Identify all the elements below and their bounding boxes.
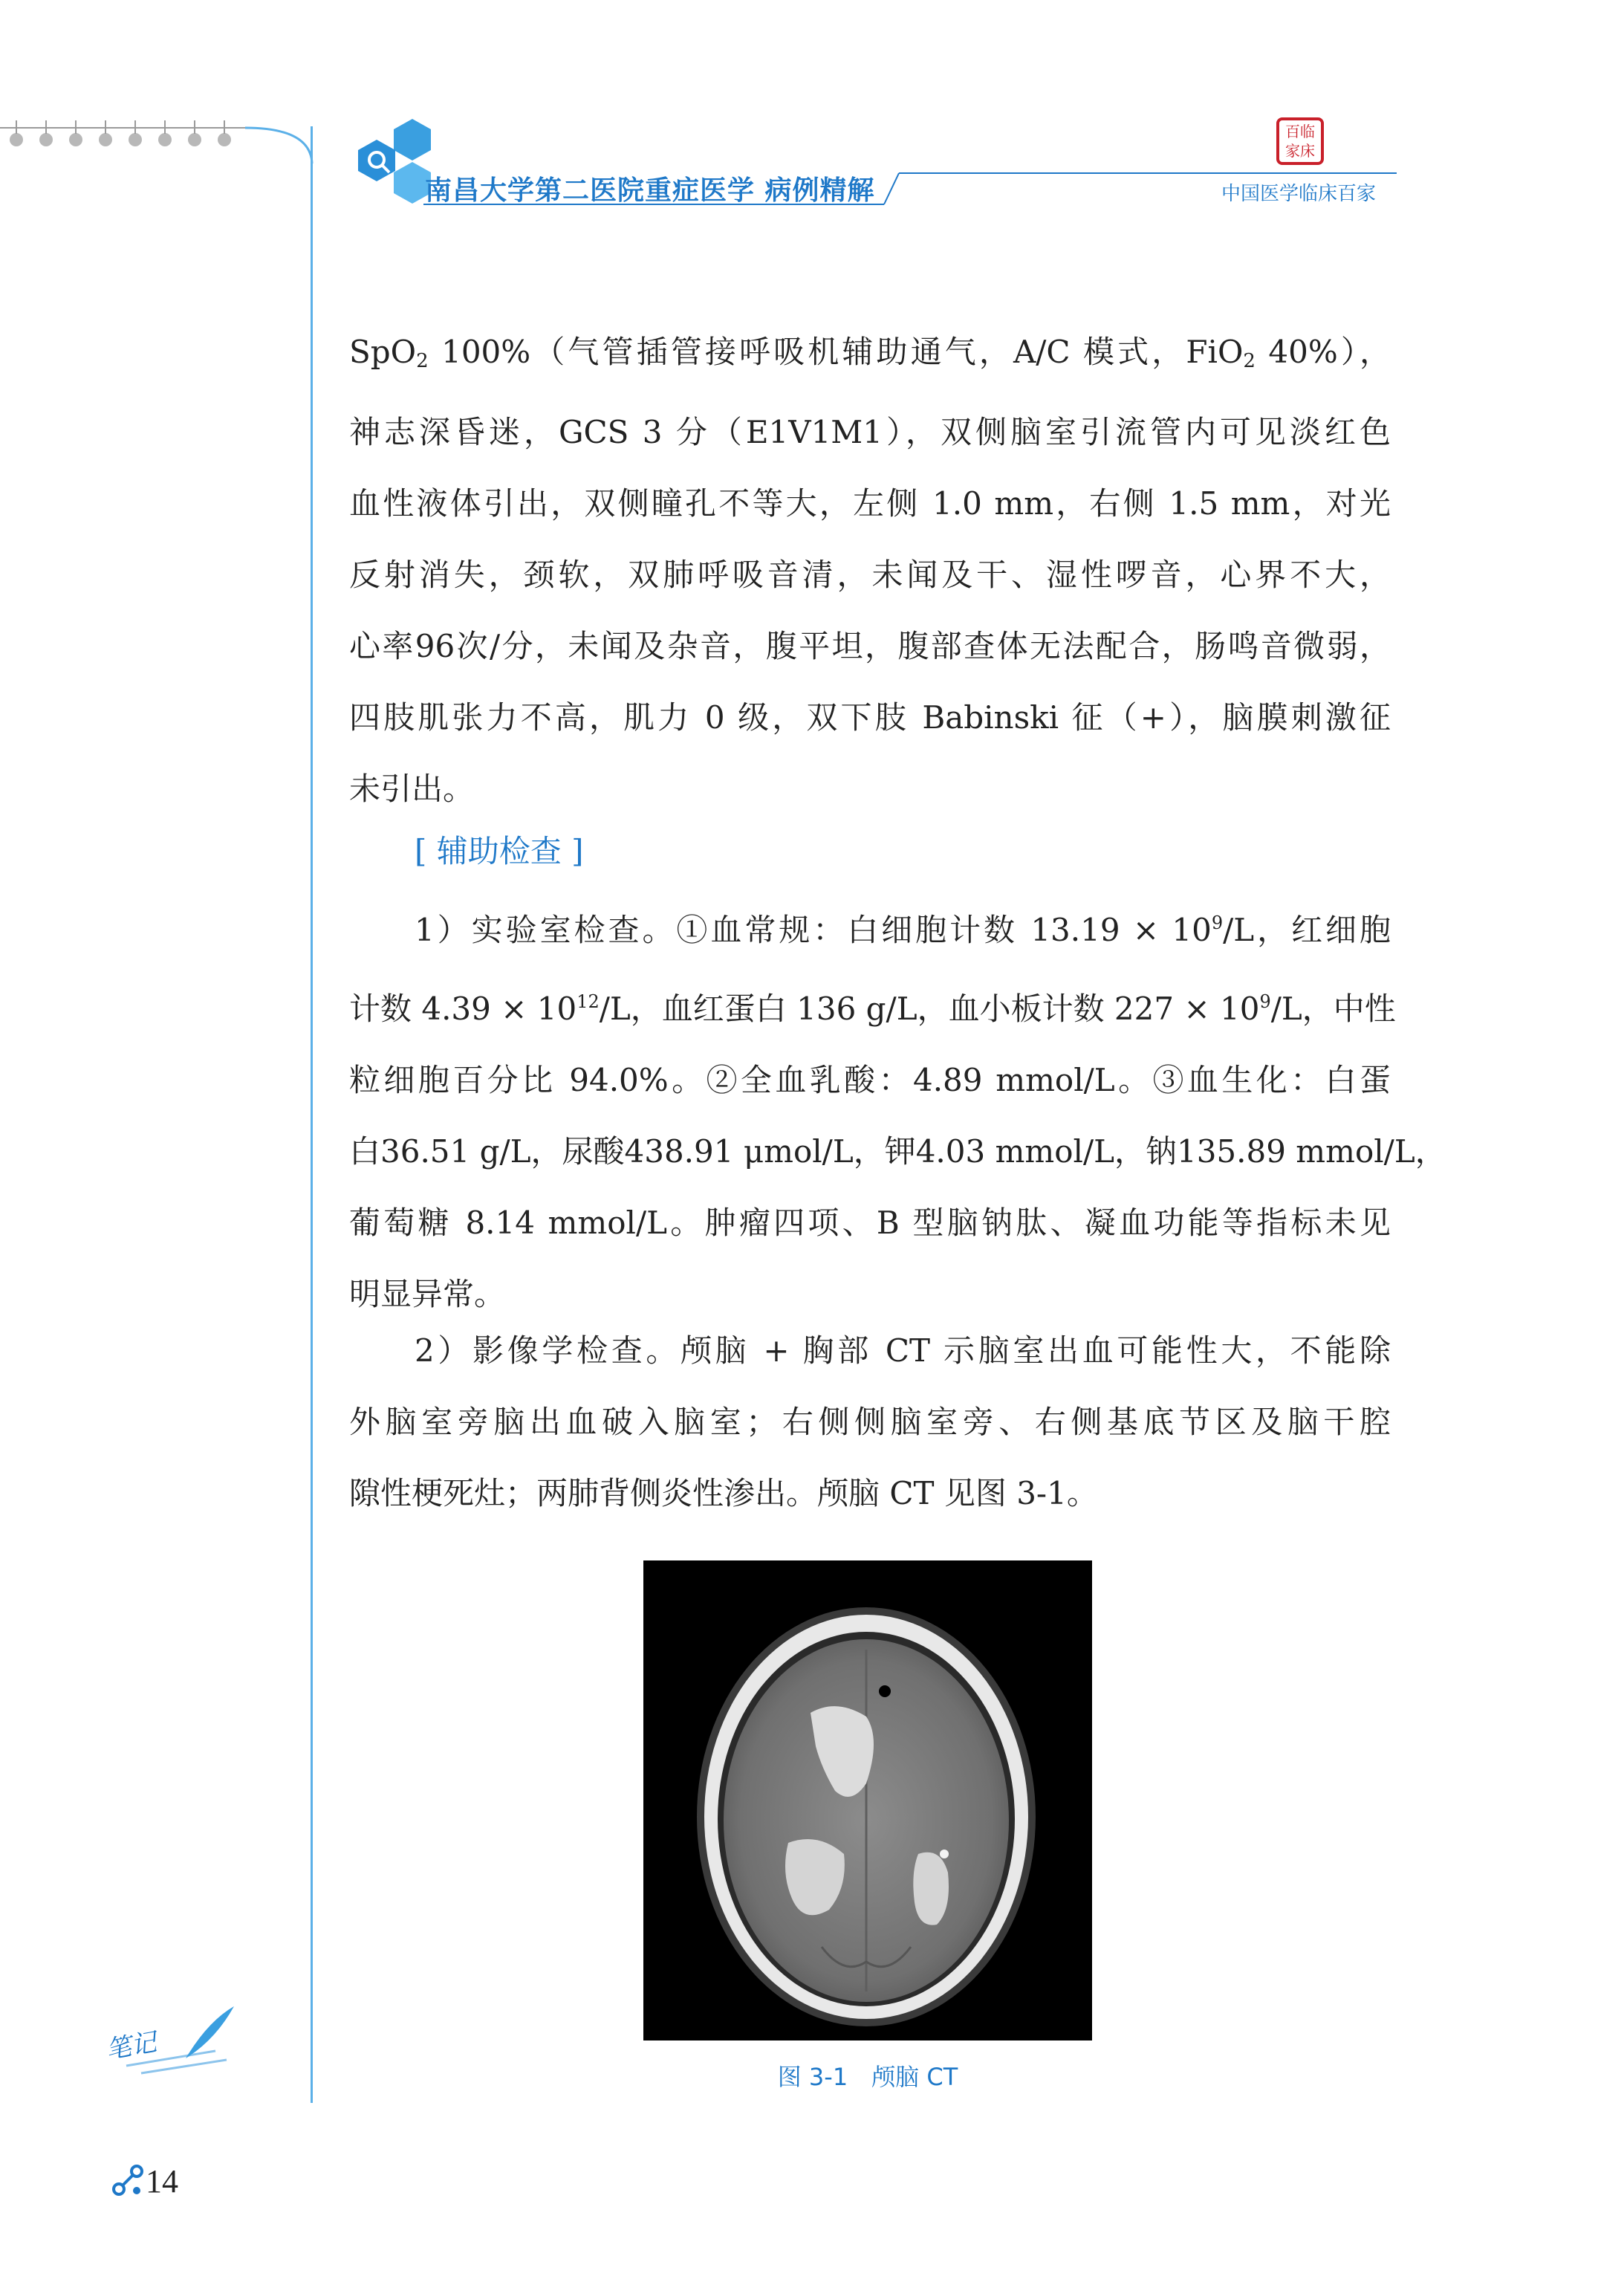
text-line: 外脑室旁脑出血破入脑室；右侧侧脑室旁、右侧基底节区及脑干腔 bbox=[349, 1404, 1391, 1440]
publisher-seal bbox=[1276, 117, 1324, 165]
text-line: SpO$_2$ 100%（气管插管接呼吸机辅助通气，A/C 模式，FiO$_2$ 40%）， bbox=[349, 334, 1391, 372]
text-line: 葡萄糖 8.14 mmol/L。肿瘤四项、B 型脑钠肽、凝血功能等指标未见 bbox=[349, 1205, 1391, 1241]
seal-line-2: 家床 bbox=[1285, 142, 1315, 160]
header-title: 南昌大学第二医院重症医学 病例精解 bbox=[425, 175, 875, 206]
margin-rule bbox=[311, 126, 313, 2103]
text-line: 反射消失，颈软，双肺呼吸音清，未闻及干、湿性啰音，心界不大， bbox=[349, 557, 1391, 593]
molecule-icon bbox=[111, 2162, 146, 2200]
magnifier-icon bbox=[364, 147, 394, 177]
text-line: 四肢肌张力不高，肌力 0 级，双下肢 Babinski 征（+），脑膜刺激征 bbox=[349, 699, 1391, 736]
text-line: 心率96次/分，未闻及杂音，腹平坦，腹部查体无法配合，肠鸣音微弱， bbox=[349, 628, 1391, 664]
text-line: 2）影像学检查。颅脑 + 胸部 CT 示脑室出血可能性大，不能除 bbox=[415, 1332, 1391, 1369]
text-line: 1）实验室检查。①血常规：白细胞计数 $13.19 \times 10^9/L$，红细胞 bbox=[415, 912, 1391, 948]
seal-line-1: 百临 bbox=[1285, 123, 1315, 140]
text-line: 隙性梗死灶；两肺背侧炎性渗出。颅脑 CT 见图 3-1。 bbox=[349, 1475, 1098, 1511]
binder-holes-decoration bbox=[0, 111, 253, 156]
text-line: 神志深昏迷，GCS 3 分（E1V1M1），双侧脑室引流管内可见淡红色 bbox=[349, 414, 1391, 450]
section-heading-text: [ 辅助检查 ] bbox=[415, 833, 584, 869]
figure-caption: 图 3-1 颅脑 CT bbox=[777, 2063, 958, 2091]
text-line: 白36.51 g/L，尿酸438.91 μmol/L，钾4.03 mmol/L，钠135.89 mmol/L， bbox=[349, 1133, 1446, 1170]
ct-scan-image bbox=[643, 1560, 1092, 2040]
paragraph-lab bbox=[349, 887, 1446, 1330]
page-frame-curve bbox=[245, 119, 319, 163]
text-line: 未引出。 bbox=[349, 771, 475, 807]
notes-label: 笔记 bbox=[103, 2027, 159, 2066]
text-line: 粒细胞百分比 94.0%。②全血乳酸：4.89 mmol/L。③血生化：白蛋 bbox=[349, 1062, 1391, 1098]
text-line: 明显异常。 bbox=[349, 1276, 506, 1312]
text-line: 计数 $4.39 \times 10^{12}/L$，血红蛋白 136 g/L，血小板计数 $227 \times 10^9/L$，中性 bbox=[349, 991, 1396, 1027]
section-heading bbox=[415, 816, 1380, 887]
publisher-name: 中国医学临床百家 bbox=[1221, 183, 1376, 205]
paragraph-exam bbox=[349, 317, 1391, 825]
paragraph-imaging bbox=[349, 1315, 1391, 1529]
page-number: 14 bbox=[146, 2163, 178, 2200]
text-line: 血性液体引出，双侧瞳孔不等大，左侧 1.0 mm，右侧 1.5 mm，对光 bbox=[349, 485, 1391, 522]
